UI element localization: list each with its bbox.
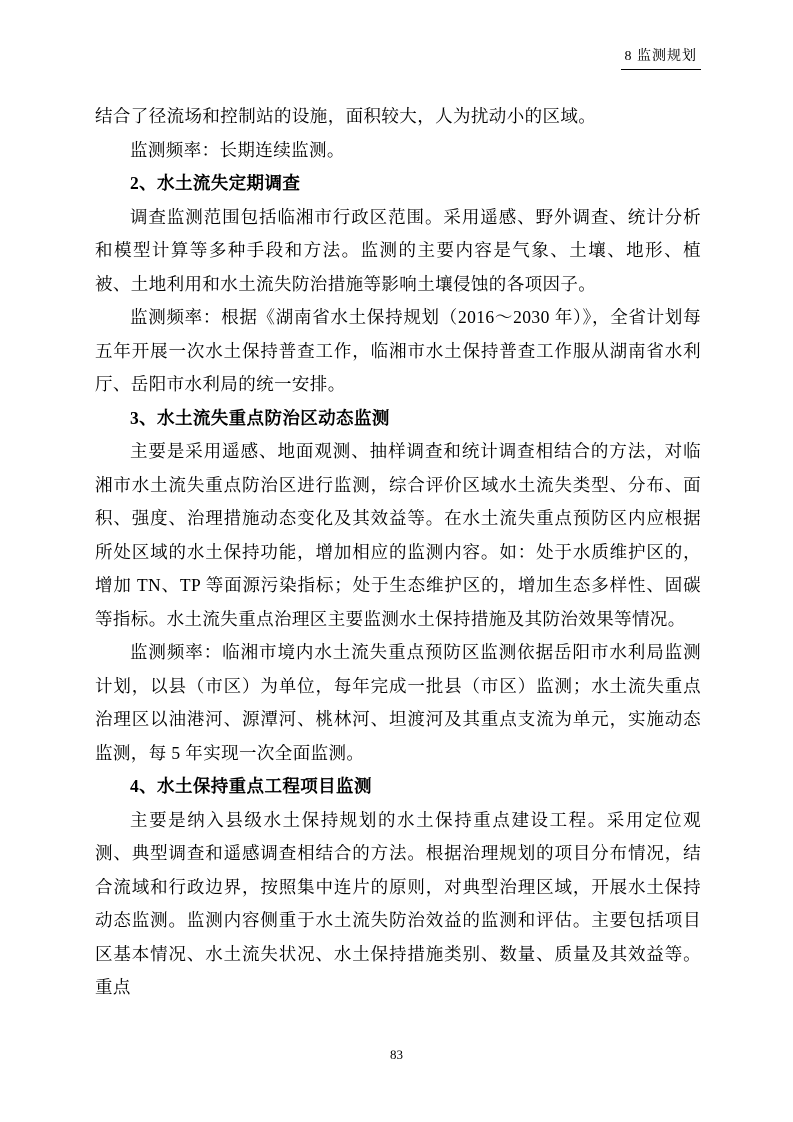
paragraph-monitor-frequency: 监测频率：长期连续监测。: [130, 139, 345, 160]
section-heading-2: 2、水土流失定期调查: [130, 173, 301, 193]
page-number: 83: [390, 1047, 403, 1062]
paragraph-survey-scope: 调查监测范围包括临湘市行政区范围。采用遥感、野外调查、统计分析和模型计算等多种手段和方法。监测的主要内容是气象、土壤、地形、植被、土地利用和水土流失防治措施等影响土壤侵蚀的各项因子。: [95, 206, 701, 294]
paragraph-survey-frequency: 监测频率：根据《湖南省水土保持规划（2016～2030 年）》，全省计划每五年开展一次水土保持普查工作，临湘市水土保持普查工作服从湖南省水利厅、岳阳市水利局的统一安排。: [95, 307, 701, 394]
section-heading-4: 4、水土保持重点工程项目监测: [130, 776, 372, 796]
page-header: [95, 48, 701, 70]
header-chapter-label: 8 监测规划: [621, 48, 702, 70]
page-footer: [0, 1046, 793, 1064]
paragraph-key-project-monitoring: 主要是纳入县级水土保持规划的水土保持重点建设工程。采用定位观测、典型调查和遥感调查相结合的方法。根据治理规划的项目分布情况，结合流域和行政边界，按照集中连片的原则，对典型治理区域，开展水土保持动态监测。监测内容侧重于水土流失防治效益的监测和评估。主要包括项目区基本情况、水土流失状况、水土保持措施类别、数量、质量及其效益等。重点: [95, 809, 701, 997]
paragraph-continuation: 结合了径流场和控制站的设施，面积较大，人为扰动小的区域。: [95, 106, 597, 126]
document-body: [95, 100, 701, 1005]
paragraph-key-zone-monitoring: 主要是采用遥感、地面观测、抽样调查和统计调查相结合的方法，对临湘市水土流失重点防治区进行监测，综合评价区域水土流失类型、分布、面积、强度、治理措施动态变化及其效益等。在水土流失重点预防区内应根据所处区域的水土保持功能，增加相应的监测内容。如：处于水质维护区的，增加 TN、TP 等面源污染指标；处于生态维护区的，增加生态多样性、固碳等指标。水土流失重点治理区主要监测水土保持措施及其防治效果等情况。: [95, 441, 701, 629]
section-heading-3: 3、水土流失重点防治区动态监测: [130, 407, 390, 428]
paragraph-key-zone-frequency: 监测频率：临湘市境内水土流失重点预防区监测依据岳阳市水利局监测计划，以县（市区）为单位，每年完成一批县（市区）监测；水土流失重点治理区以油港河、源潭河、桃林河、坦渡河及其重点支流为单元，实施动态监测，每 5 年实现一次全面监测。: [95, 642, 701, 763]
